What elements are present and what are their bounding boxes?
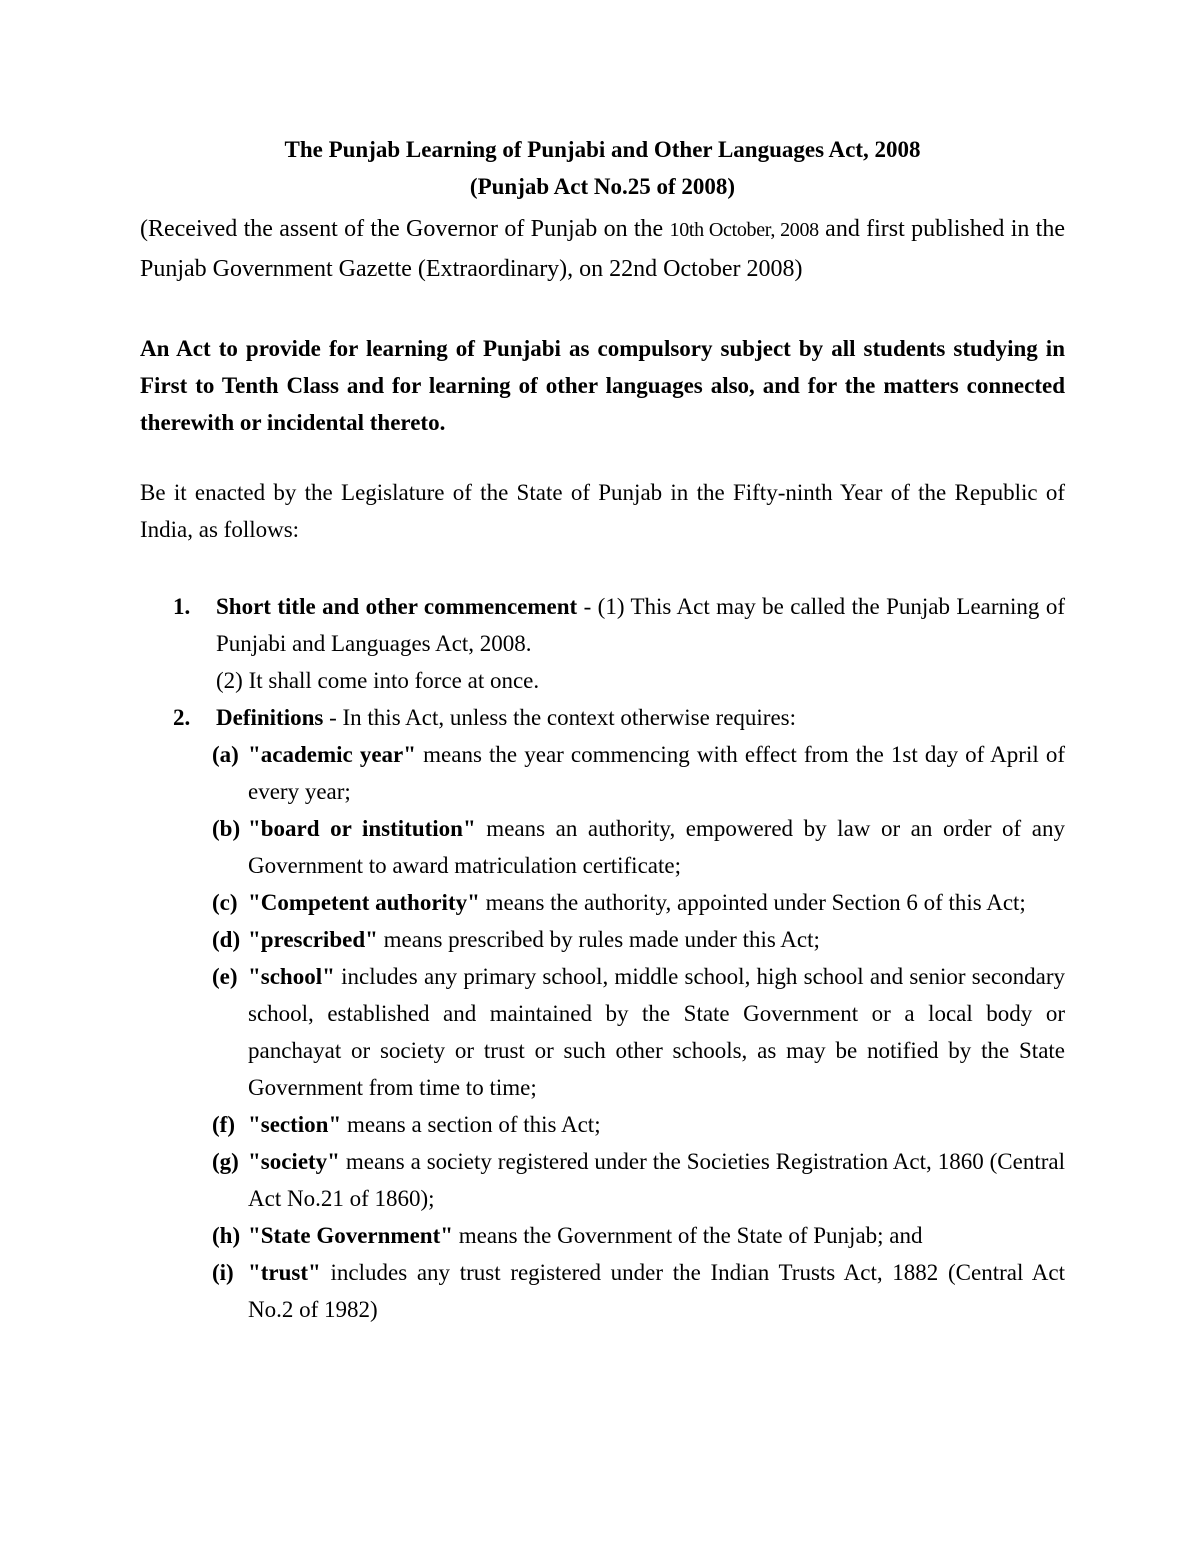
definition-item-h [140,1217,1065,1254]
section-2-number: 2. [173,705,191,730]
definition-d-term: "prescribed" [248,927,378,952]
definition-g-text: means a society registered under the Societies Registration Act, 1860 (Central Act No.21 of 1860); [248,1149,1065,1211]
definition-c-term: "Competent authority" [248,890,480,915]
assent-note-part2: and first published in the Punjab Government Gazette (Extraordinary), on 22nd October 2008) [140,216,1065,282]
document-subtitle: (Punjab Act No.25 of 2008) [469,174,736,199]
definition-g-term: "society" [248,1149,340,1174]
definition-i-term: "trust" [248,1260,321,1285]
definition-item-e [140,958,1065,1106]
definition-f-term: "section" [248,1112,342,1137]
definition-b-term: "board or institution" [248,816,476,841]
definition-item-c [140,884,1065,921]
definition-e-term: "school" [248,964,335,989]
definition-h-text: means the Government of the State of Punjab; and [453,1223,923,1248]
definition-item-f [140,1106,1065,1143]
definition-item-a [140,736,1065,810]
act-purpose: An Act to provide for learning of Punjabi as compulsory subject by all students studying in First to Tenth Class and for learning of other languages also, and for the matters connected therewith or incidental thereto. [140,336,1065,435]
section-2-heading: Definitions [216,705,324,730]
definition-item-g [140,1143,1065,1217]
definition-h-term: "State Government" [248,1223,454,1248]
definition-c-letter: (c) [212,890,238,915]
definition-f-text: means a section of this Act; [341,1112,601,1137]
definition-c-text: means the authority, appointed under Section 6 of this Act; [479,890,1026,915]
enacting-clause: Be it enacted by the Legislature of the State of Punjab in the Fifty-ninth Year of the Republic of India, as follows: [140,480,1065,542]
document-title: The Punjab Learning of Punjabi and Other Languages Act, 2008 [284,137,921,162]
definition-a-text: means the year commencing with effect from the 1st day of April of every year; [248,742,1066,804]
definition-item-i [140,1254,1065,1328]
definition-a-term: "academic year" [248,742,417,767]
assent-note-part1: (Received the assent of the Governor of Punjab on the [140,216,670,242]
section-2-text: - In this Act, unless the context otherwise requires: [323,705,797,730]
definition-g-letter: (g) [212,1149,239,1174]
definition-item-b [140,810,1065,884]
definition-a-letter: (a) [212,742,239,767]
assent-date: 10th October, 2008 [669,219,819,241]
definition-d-text: means prescribed by rules made under this Act; [377,927,820,952]
definition-h-letter: (h) [212,1223,241,1248]
definition-d-letter: (d) [212,927,241,952]
section-2 [140,699,1065,736]
definition-i-letter: (i) [212,1260,234,1285]
definition-e-letter: (e) [212,964,238,989]
definition-b-letter: (b) [212,816,241,841]
section-1 [140,588,1065,662]
assent-note [140,210,1065,289]
section-1-subclause: (2) It shall come into force at once. [216,668,540,693]
definition-e-text: includes any primary school, middle school, high school and senior secondary school, established and maintained by the State Government or a local body or panchayat or society or trust or such other schools, as may be notified by the State Government from time to time; [248,964,1065,1100]
section-1-text: - (1) This Act may be called the Punjab Learning of Punjabi and Languages Act, 2008. [216,594,1065,656]
definition-item-d [140,921,1065,958]
definition-f-letter: (f) [212,1112,235,1137]
section-1-heading: Short title and other commencement [216,594,578,619]
section-1-number: 1. [173,594,191,619]
definition-i-text: includes any trust registered under the Indian Trusts Act, 1882 (Central Act No.2 of 1982) [248,1260,1065,1322]
definition-b-text: means an authority, empowered by law or an order of any Government to award matriculation certificate; [248,816,1065,878]
